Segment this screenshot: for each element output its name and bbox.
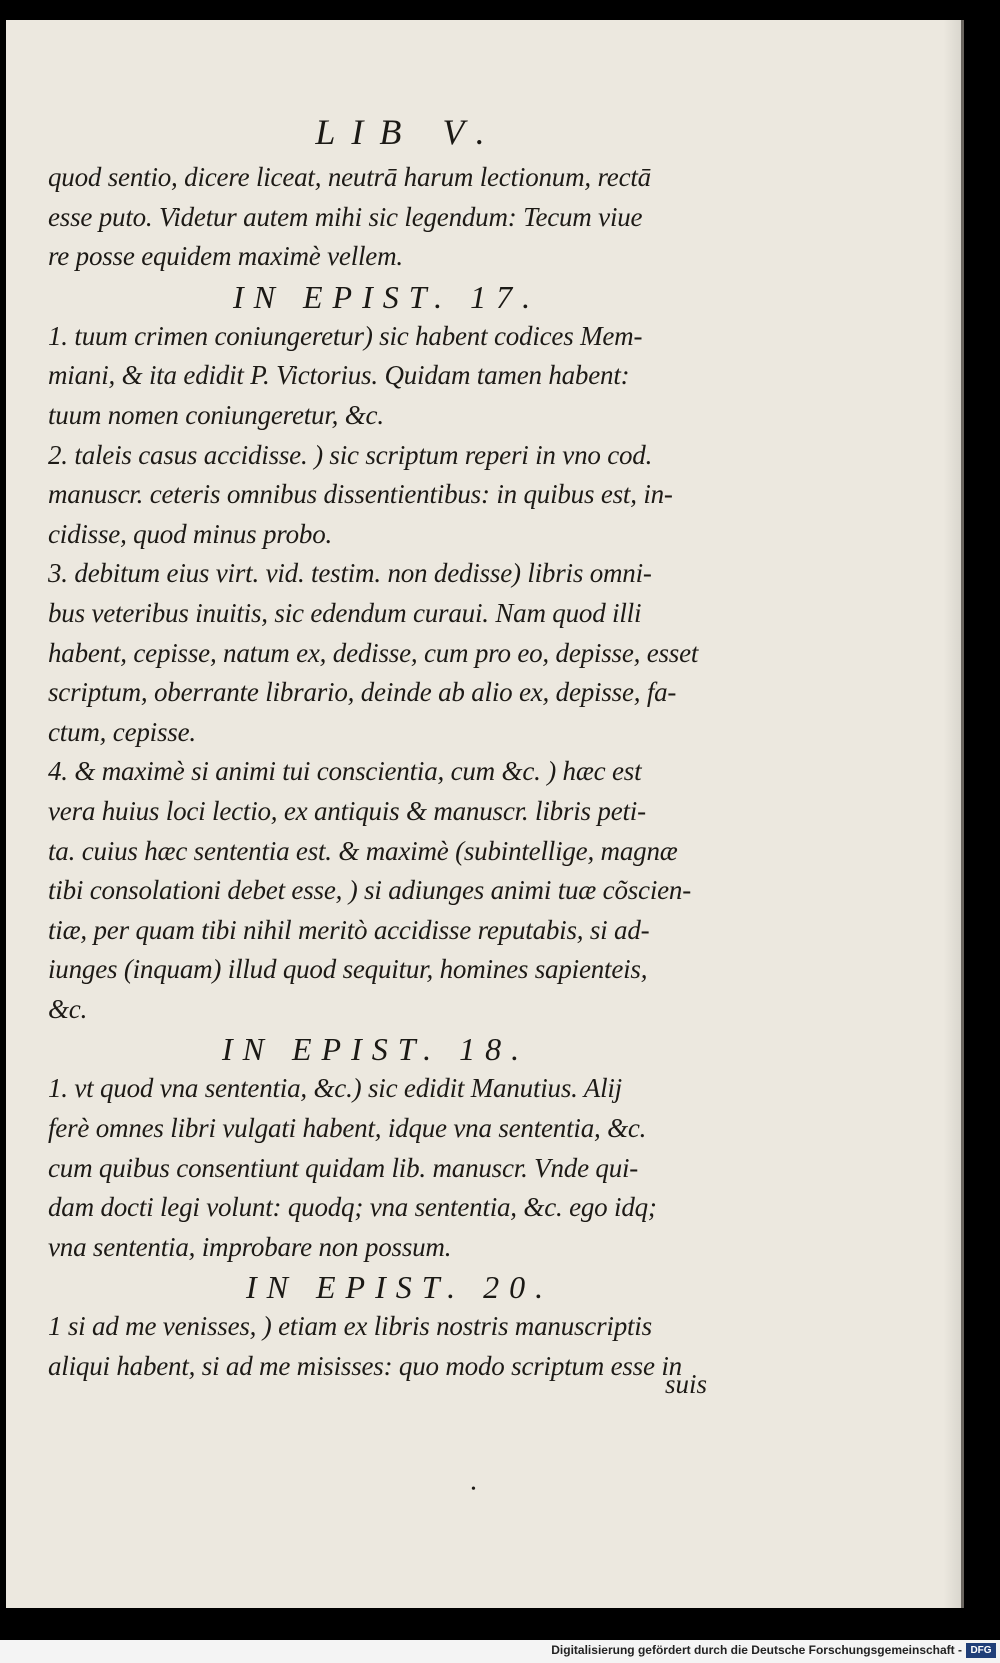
- text-line: 2. taleis casus accidisse. ) sic scriptum reperi in vno cod.: [48, 439, 653, 470]
- running-head: LIB V.: [315, 112, 501, 152]
- text-line: 1. tuum crimen coniungeretur) sic habent codices Mem-: [48, 320, 643, 351]
- text-line: tibi consolationi debet esse, ) si adiunges animi tuæ cõscien-: [48, 875, 692, 906]
- text-line: tuum nomen coniungeretur, &c.: [48, 399, 384, 430]
- text-line: re posse equidem maximè vellem.: [48, 241, 403, 272]
- section-heading: IN EPIST. 20.: [246, 1269, 554, 1306]
- section-heading: IN EPIST. 17.: [233, 278, 541, 315]
- catchword: suis: [665, 1369, 708, 1399]
- text-line: dam docti legi volunt: quodq; vna sententia, &c. ego idq;: [48, 1192, 657, 1223]
- text-line: iunges (inquam) illud quod sequitur, homines sapienteis,: [48, 954, 648, 985]
- footer-bar: [0, 1640, 1000, 1663]
- text-line: ctum, cepisse.: [48, 716, 196, 747]
- text-line: esse puto. Videtur autem mihi sic legendum: Tecum viue: [48, 201, 643, 232]
- text-block: [48, 110, 768, 1387]
- book-page: [6, 20, 964, 1608]
- text-line: vna sententia, improbare non possum.: [48, 1231, 452, 1262]
- text-line: bus veteribus inuitis, sic edendum curaui. Nam quod illi: [48, 597, 642, 628]
- text-line: miani, & ita edidit P. Victorius. Quidam tamen habent:: [48, 360, 630, 391]
- text-line: 1 si ad me venisses, ) etiam ex libris nostris manuscriptis: [48, 1311, 652, 1342]
- text-line: ferè omnes libri vulgati habent, idque vna sententia, &c.: [48, 1113, 647, 1144]
- text-line: aliqui habent, si ad me misisses: quo modo scriptum esse in: [48, 1351, 682, 1382]
- text-line: 1. vt quod vna sententia, &c.) sic edidit Manutius. Alij: [48, 1073, 622, 1104]
- text-line: ta. cuius hæc sententia est. & maximè (subintellige, magnæ: [48, 835, 678, 866]
- text-line: manuscr. ceteris omnibus dissentientibus: in quibus est, in-: [48, 479, 673, 510]
- section-heading: IN EPIST. 18.: [222, 1031, 530, 1068]
- text-line: 4. & maximè si animi tui conscientia, cum &c. ) hæc est: [48, 756, 642, 787]
- text-line: cum quibus consentiunt quidam lib. manuscr. Vnde qui-: [48, 1152, 639, 1183]
- funding-credit: Digitalisierung gefördert durch die Deutsche Forschungsgemeinschaft -: [551, 1643, 962, 1657]
- text-line: cidisse, quod minus probo.: [48, 518, 333, 549]
- text-line: vera huius loci lectio, ex antiquis & manuscr. libris peti-: [48, 795, 646, 826]
- text-line: quod sentio, dicere liceat, neutrā harum lectionum, rectā: [48, 162, 651, 192]
- text-line: &c.: [48, 993, 88, 1024]
- dfg-logo-icon[interactable]: DFG: [966, 1643, 996, 1658]
- text-line: 3. debitum eius virt. vid. testim. non dedisse) libris omni-: [48, 558, 652, 589]
- text-line: scriptum, oberrante librario, deinde ab alio ex, depisse, fa-: [48, 677, 677, 708]
- text-line: tiæ, per quam tibi nihil meritò accidisse reputabis, si ad-: [48, 914, 650, 945]
- page-mark: •: [471, 1482, 476, 1497]
- text-line: habent, cepisse, natum ex, dedisse, cum pro eo, depisse, esset: [48, 637, 699, 668]
